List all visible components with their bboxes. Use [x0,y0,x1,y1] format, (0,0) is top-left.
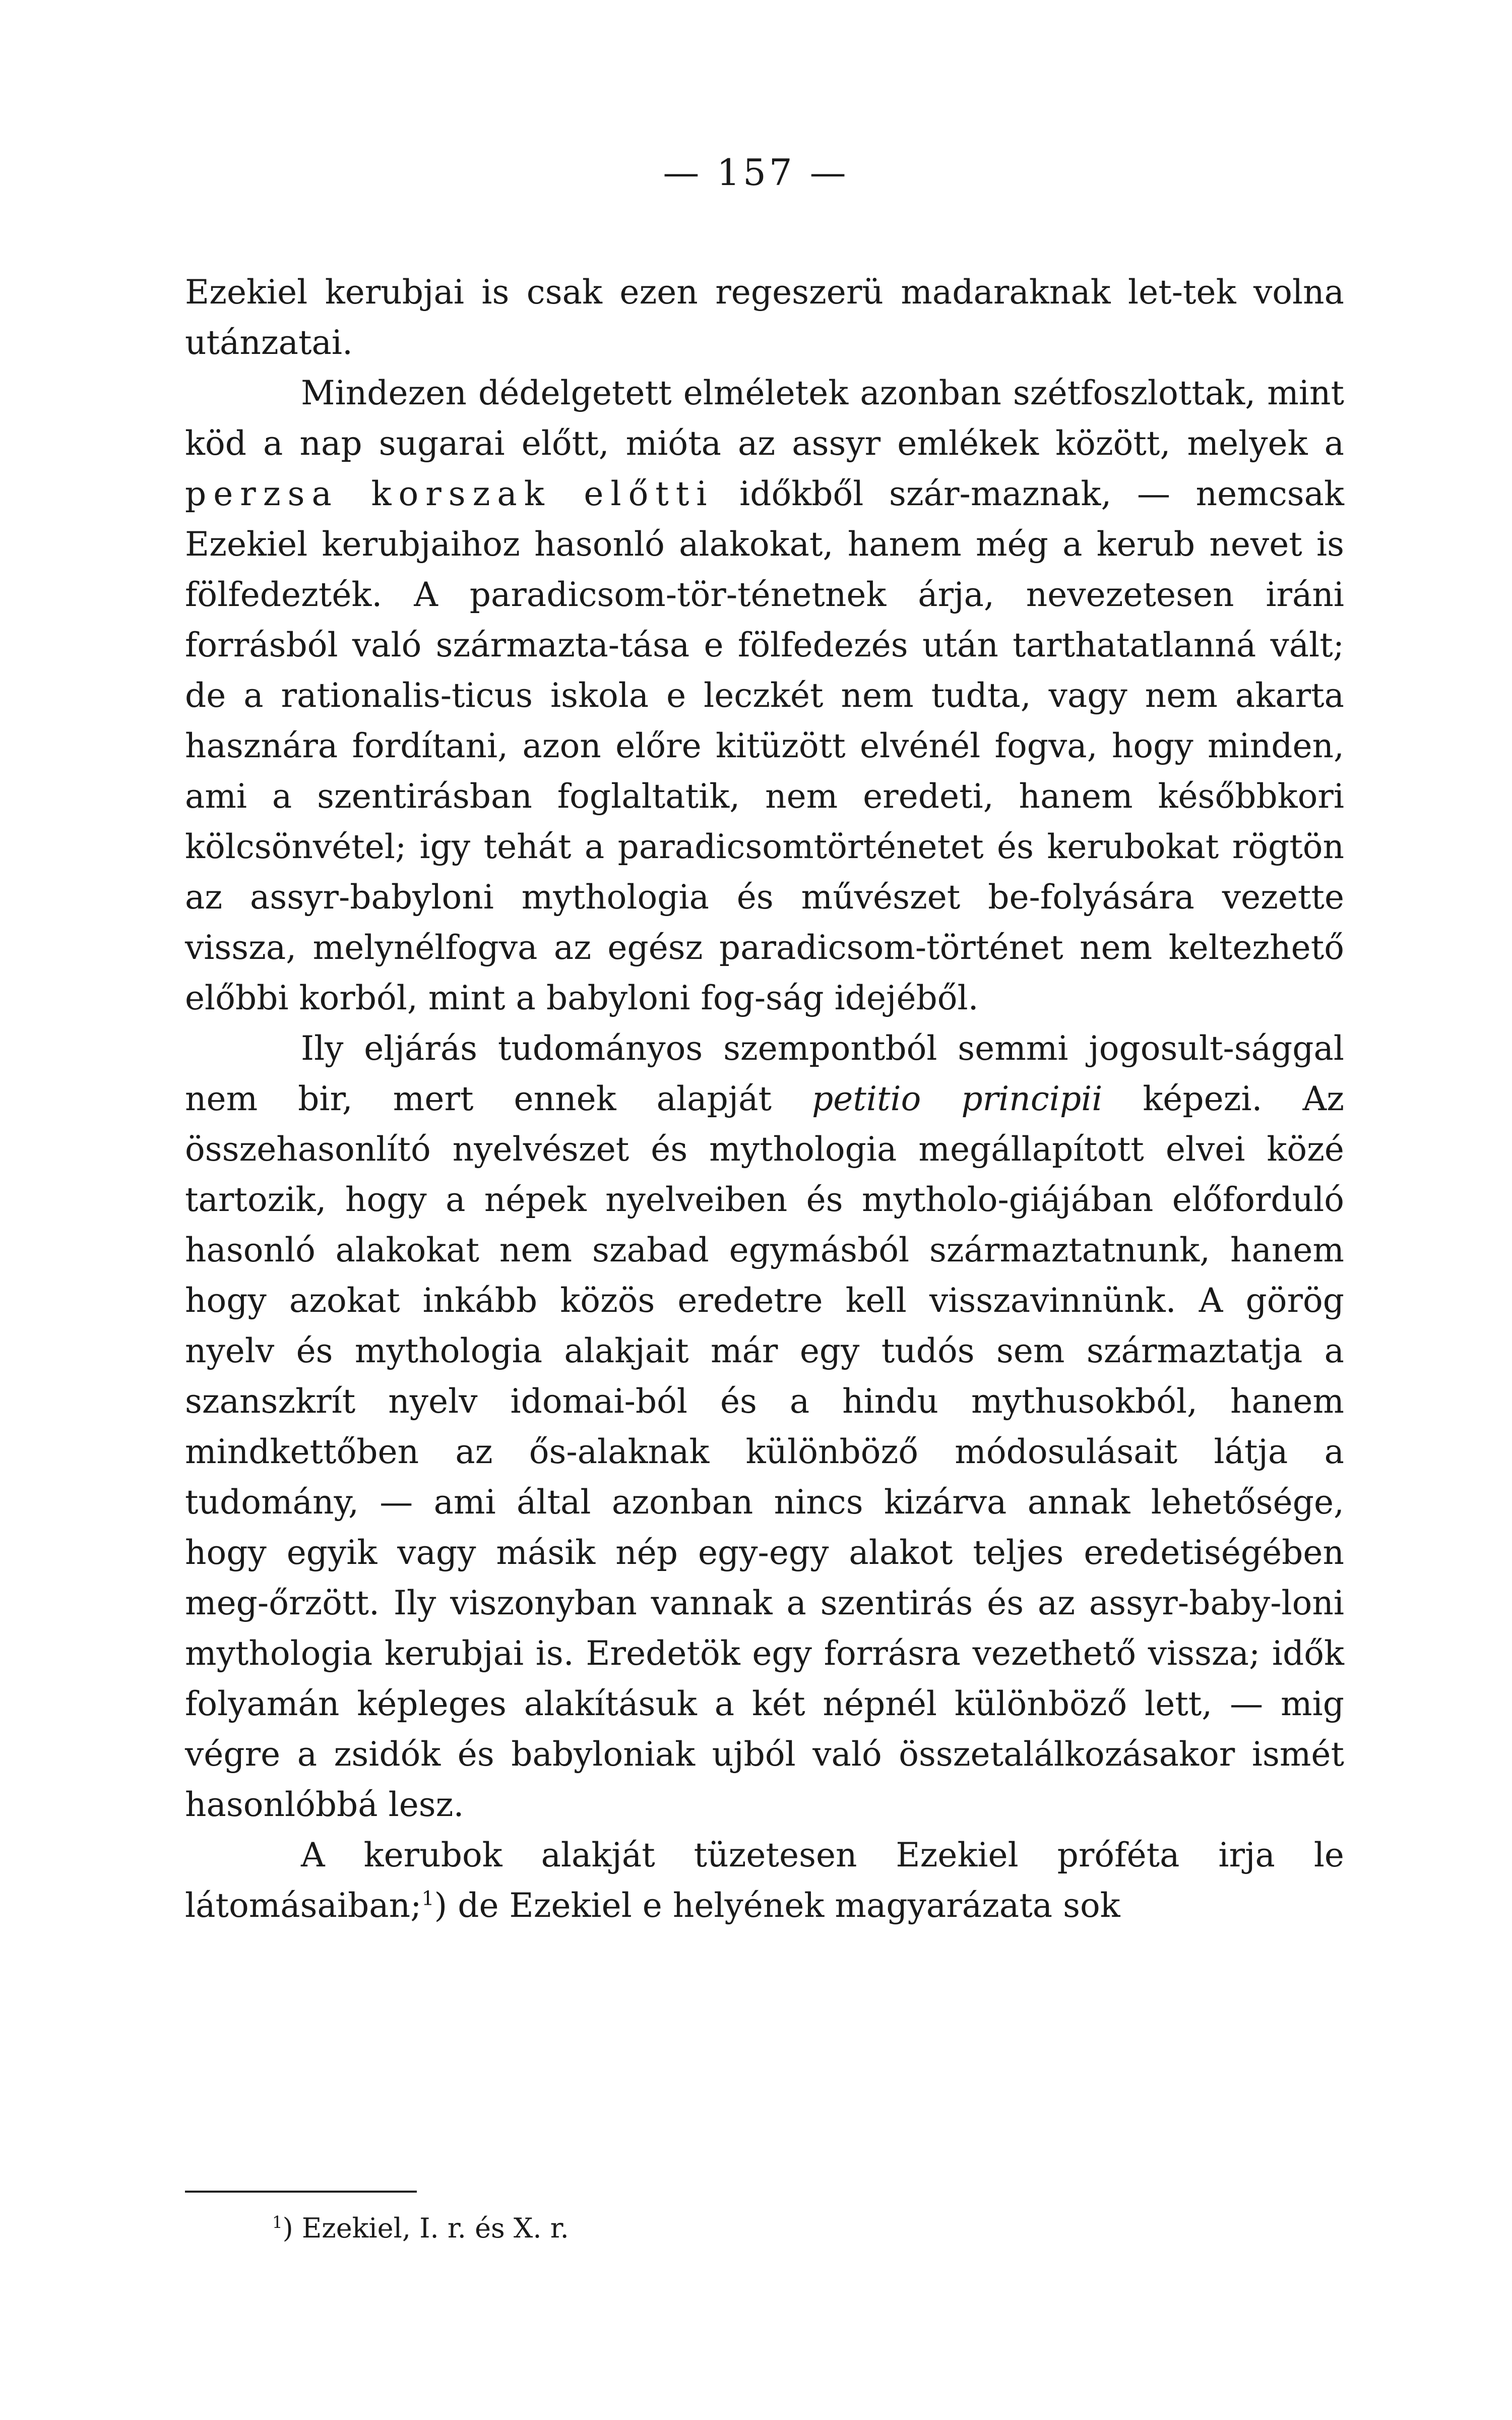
footnote [272,2208,569,2249]
italic-term: petitio principii [812,1079,1103,1118]
body-text [185,267,1344,1931]
page-number: — 157 — [663,151,849,194]
footnote-reference: 1 [421,1887,434,1910]
paragraph-4 [185,1830,1344,1931]
paragraph-3-rest: képezi. Az összehasonlító nyelvészet és mythologia megállapított elvei közé tartozik, hogy a népek nyelveiben és mytholo-giájában előforduló hasonló alakokat nem szabad egymásból származtatnunk, hanem hogy azokat inkább közös eredetre kell visszavinnünk. A görög nyelv és mythologia alakjait már egy tudós sem származtatja a szanszkrít nyelv idomai-ból és a hindu mythusokból, hanem mindkettőben az ős-alaknak különböző módosulásait látja a tudomány, — ami által azonban nincs kizárva annak lehetősége, hogy egyik vagy másik nép egy-egy alakot teljes eredetiségében meg-őrzött. Ily viszonyban vannak a szentirás és az assyr-baby-loni mythologia kerubjai is. Eredetök egy forrásra vezethető vissza; idők folyamán képleges alakításuk a két népnél különböző lett, — mig végre a zsidók és babyloniak ujból való összetalálkozásakor ismét hasonlóbbá lesz. [185,1079,1344,1824]
paragraph-4-start: A kerubok alakját tüzetesen Ezekiel próféta irja le látomásaiban; [185,1836,1344,1925]
paragraph-2-rest: időkből szár-maznak, — nemcsak Ezekiel kerubjaihoz hasonló alakokat, hanem még a kerub nevet is fölfedezték. A paradicsom-tör-ténetnek árja, nevezetesen iráni forrásból való származta-tása e fölfedezés után tarthatatlanná vált; de a rationalis-ticus iskola e leczkét nem tudta, vagy nem akarta hasznára fordítani, azon előre kitüzött elvénél fogva, hogy minden, ami a szentirásban foglaltatik, nem eredeti, hanem későbbkori kölcsönvétel; igy tehát a paradicsomtörténetet és kerubokat rögtön az assyr-babyloni mythologia és művészet be-folyására vezette vissza, melynélfogva az egész paradicsom-történet nem keltezhető előbbi korból, mint a babyloni fog-ság idejéből. [185,474,1344,1017]
paragraph-1: Ezekiel kerubjai is csak ezen regeszerü madaraknak let-tek volna utánzatai. [185,273,1344,362]
paragraph-3 [185,1023,1344,1830]
footnote-marker: 1 [272,2213,283,2232]
paragraph-2-start: Mindezen dédelgetett elméletek azonban szétfoszlottak, mint köd a nap sugarai előtt, mióta az assyr emlékek között, melyek a [185,374,1344,463]
footnote-divider [185,2191,417,2193]
paragraph-3-start: Ily eljárás tudományos szempontból semmi jogosult-sággal nem bir, mert ennek alapját [185,1029,1344,1118]
footnote-text: ) Ezekiel, I. r. és X. r. [282,2212,569,2244]
paragraph-4-rest: ) de Ezekiel e helyének magyarázata sok [434,1886,1120,1925]
spaced-emphasis: perzsa korszak előtti [185,474,714,513]
paragraph-2 [185,368,1344,1023]
